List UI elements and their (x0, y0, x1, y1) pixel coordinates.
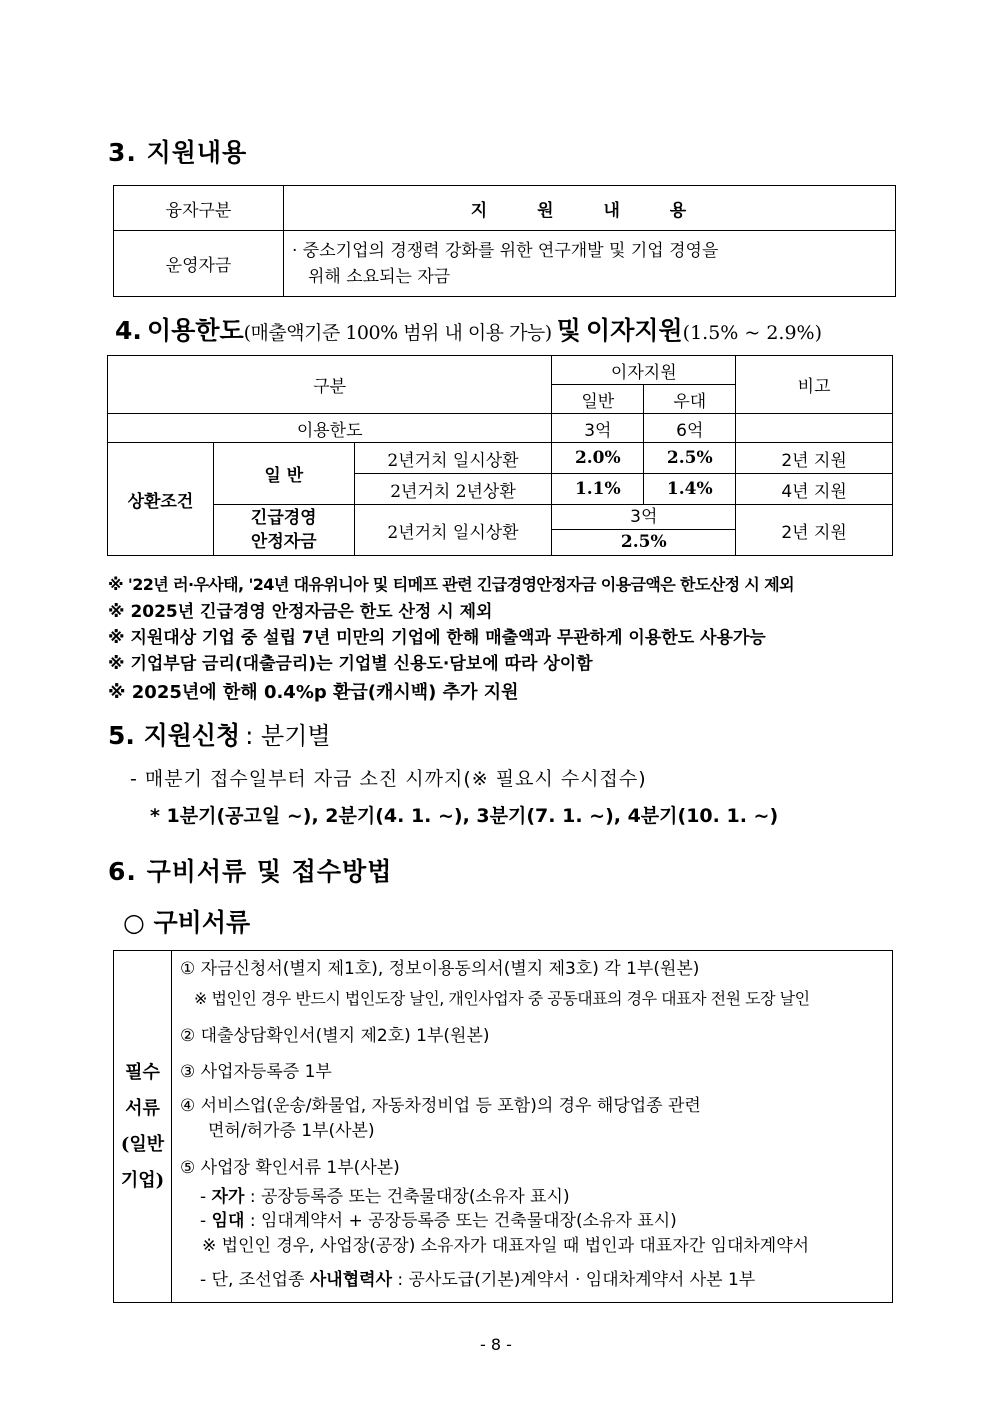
row1-method: 2년거치 일시상환 (354, 443, 552, 474)
note-1: ※ '22년 러·우사태, '24년 대유위니아 및 티메프 관련 긴급경영안정자금 이용금액은 한도산정 시 제외 (108, 575, 794, 594)
row-operating-fund: 운영자금 (114, 231, 284, 297)
row1-general-rate: 2.0% (552, 443, 644, 474)
doc-item-4-line2: 면허/허가증 1부(사본) (208, 1121, 375, 1141)
row2-method: 2년거치 2년상환 (354, 474, 552, 505)
required-docs-label: 필수 서류 (일반 기업) (114, 951, 172, 1303)
row3-method: 2년거치 일시상환 (354, 505, 552, 556)
row3-rate: 2.5% (620, 532, 667, 552)
row3-remarks: 2년 지원 (736, 505, 893, 556)
section5-line1: - 매분기 접수일부터 자금 소진 시까지(※ 필요시 수시접수) (130, 768, 647, 790)
header-preferred: 우대 (644, 385, 736, 414)
section6-title: 6. 구비서류 및 접수방법 (108, 857, 393, 886)
page-number: - 8 - (480, 1335, 512, 1354)
row3-limit: 3억 (552, 505, 735, 530)
support-content-table (113, 185, 896, 297)
row2-preferred-rate: 1.4% (644, 474, 736, 505)
doc-item-3: ③ 사업자등록증 1부 (180, 1062, 332, 1082)
required-docs-subtitle: ○ 구비서류 (123, 908, 251, 937)
row1-preferred-rate: 2.5% (644, 443, 736, 474)
doc-item-5-lease-note: ※ 법인인 경우, 사업장(공장) 소유자가 대표자일 때 법인과 대표자간 임대차계약서 (202, 1236, 810, 1256)
doc-item-1: ① 자금신청서(별지 제1호), 정보이용동의서(별지 제3호) 각 1부(원본) (180, 959, 700, 979)
row-operating-fund-desc: · 중소기업의 경쟁력 강화를 위한 연구개발 및 기업 경영을 위해 소요되는 자금 (284, 231, 896, 297)
general-label: 일 반 (213, 443, 354, 505)
section4-title: 4. 이용한도(매출액기준 100% 범위 내 이용 가능) 및 이자지원(1.5% ~ 2.9%) (115, 316, 823, 345)
required-docs-table (113, 950, 893, 1303)
limit-preferred: 6억 (644, 414, 736, 443)
limit-interest-table (107, 355, 893, 556)
section5-line2: * 1분기(공고일 ~), 2분기(4. 1. ~), 3분기(7. 1. ~), 4분기(10. 1. ~) (150, 805, 779, 827)
header-general: 일반 (552, 385, 644, 414)
doc-item-5-lease: - 임대 : 임대계약서 + 공장등록증 또는 건축물대장(소유자 표시) (200, 1211, 677, 1231)
doc-item-5-shipbuilding: - 단, 조선업종 사내협력사 : 공사도급(기본)계약서 · 임대차계약서 사본 1부 (200, 1270, 756, 1290)
note-5: ※ 2025년에 한해 0.4%p 환급(캐시백) 추가 지원 (108, 682, 519, 703)
header-remarks: 비고 (736, 356, 893, 414)
row1-remarks: 2년 지원 (736, 443, 893, 474)
header-category: 구분 (108, 356, 552, 414)
doc-item-4-line1: ④ 서비스업(운송/화물업, 자동차정비업 등 포함)의 경우 해당업종 관련 (180, 1096, 701, 1116)
note-2: ※ 2025년 긴급경영 안정자금은 한도 산정 시 제외 (108, 602, 493, 622)
limit-remarks (736, 414, 893, 443)
header-support-content: 지 원 내 용 (284, 186, 896, 231)
section5-title: 5. 지원신청 : 분기별 (108, 721, 331, 750)
row2-remarks: 4년 지원 (736, 474, 893, 505)
section3-title: 3. 지원내용 (108, 138, 248, 167)
header-interest-support: 이자지원 (552, 356, 736, 385)
row3-limit-rate (552, 505, 736, 556)
emergency-fund-label: 긴급경영 안정자금 (213, 505, 354, 556)
required-docs-list (172, 951, 893, 1303)
doc-item-5: ⑤ 사업장 확인서류 1부(사본) (180, 1158, 400, 1178)
doc-item-5-own: - 자가 : 공장등록증 또는 건축물대장(소유자 표시) (200, 1187, 570, 1207)
note-4: ※ 기업부담 금리(대출금리)는 기업별 신용도·담보에 따라 상이함 (108, 654, 593, 674)
row2-general-rate: 1.1% (552, 474, 644, 505)
doc-item-1-note: ※ 법인인 경우 반드시 법인도장 날인, 개인사업자 중 공동대표의 경우 대표자 전원 도장 날인 (194, 989, 810, 1008)
note-3: ※ 지원대상 기업 중 설립 7년 미만의 기업에 한해 매출액과 무관하게 이용한도 사용가능 (108, 628, 766, 648)
header-loan-type: 융자구분 (114, 186, 284, 231)
row-usage-limit: 이용한도 (108, 414, 552, 443)
doc-item-2: ② 대출상담확인서(별지 제2호) 1부(원본) (180, 1026, 490, 1046)
repayment-conditions: 상환조건 (108, 443, 214, 556)
limit-general: 3억 (552, 414, 644, 443)
